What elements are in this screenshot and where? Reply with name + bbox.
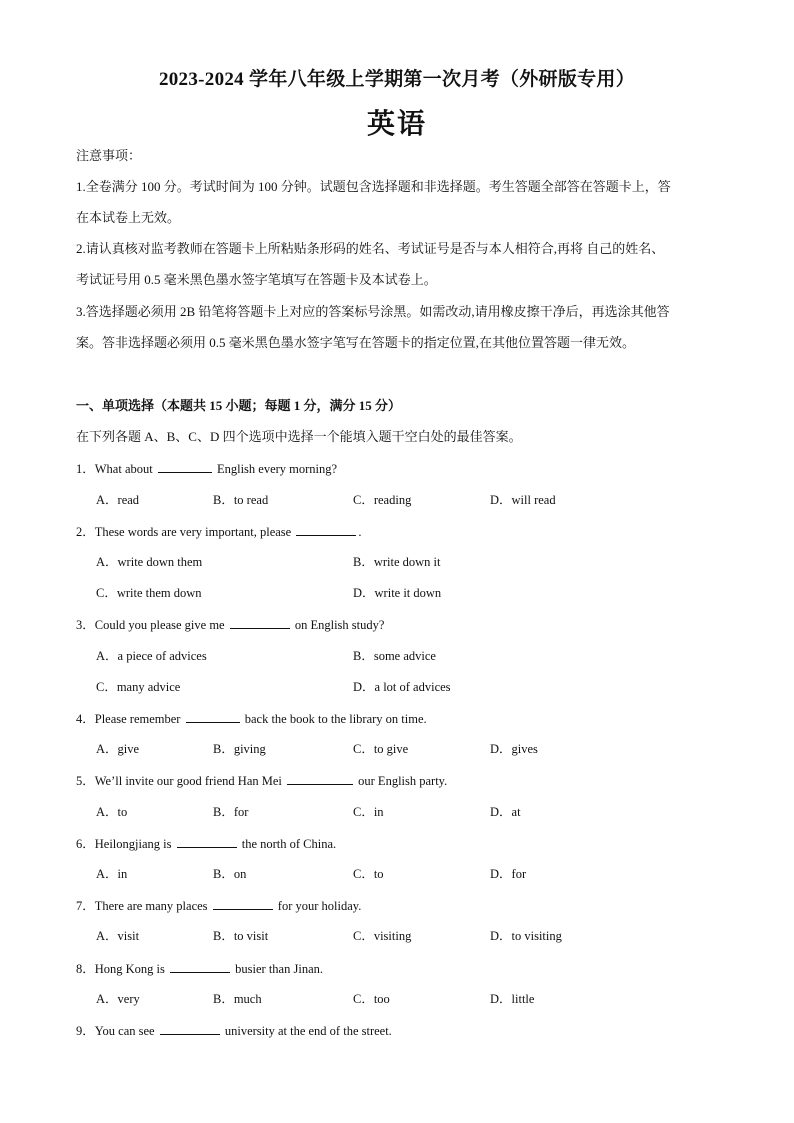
q4-option-a: A．give — [96, 742, 140, 756]
q8-option-a: A．very — [96, 992, 140, 1006]
question-1-tail: English every morning? — [216, 462, 338, 476]
q1-option-b: B．to read — [213, 493, 269, 507]
question-4-tail: back the book to the library on time. — [244, 712, 427, 726]
q4-option-c: C．to give — [353, 742, 409, 756]
q8-option-c: C．too — [353, 992, 390, 1006]
question-1 — [76, 459, 337, 478]
answer-blank — [296, 522, 356, 536]
question-7-stem: 7．There are many places — [76, 899, 208, 913]
answer-blank — [287, 771, 353, 785]
question-2-stem: 2．These words are very important, please — [76, 525, 292, 539]
notes-heading: 注意事项： — [76, 148, 142, 163]
notes-line-2b: 考试证号用 0.5 毫米黑色墨水签字笔填写在答题卡及本试卷上。 — [76, 272, 437, 287]
section-heading: 一、单项选择（本题共 15 小题；每题 1 分，满分 15 分） — [76, 398, 402, 413]
q8-option-b: B．much — [213, 992, 262, 1006]
question-4-stem: 4．Please remember — [76, 712, 181, 726]
question-2-tail: . — [358, 525, 362, 539]
q4-option-d: D．gives — [490, 742, 538, 756]
question-6-tail: the north of China. — [241, 837, 337, 851]
q2-option-b: B．write down it — [353, 555, 441, 569]
q3-option-b: B．some advice — [353, 649, 436, 663]
notes-line-2a: 2.请认真核对监考教师在答题卡上所粘贴条形码的姓名、考试证号是否与本人相符合,再将 自己的姓名、 — [76, 241, 665, 256]
notes-line-3a: 3.答选择题必须用 2B 铅笔将答题卡上对应的答案标号涂黑。如需改动,请用橡皮擦干净后，再选涂其他答 — [76, 304, 670, 319]
question-3-stem: 3．Could you please give me — [76, 618, 225, 632]
q7-option-b: B．to visit — [213, 929, 269, 943]
q1-option-d: D．will read — [490, 493, 556, 507]
q7-option-c: C．visiting — [353, 929, 412, 943]
question-9 — [76, 1021, 392, 1040]
question-1-stem: 1．What about — [76, 462, 153, 476]
q7-option-d: D．to visiting — [490, 929, 562, 943]
q1-option-a: A．read — [96, 493, 140, 507]
exam-title: 2023-2024 学年八年级上学期第一次月考（外研版专用） — [158, 69, 636, 90]
q6-option-b: B．on — [213, 867, 247, 881]
answer-blank — [186, 709, 240, 723]
question-5 — [76, 771, 447, 790]
answer-blank — [177, 834, 237, 848]
question-5-tail: our English party. — [358, 774, 448, 788]
q6-option-c: C．to — [353, 867, 384, 881]
question-7-tail: for your holiday. — [277, 899, 362, 913]
q1-option-c: C．reading — [353, 493, 412, 507]
q3-option-d: D．a lot of advices — [353, 680, 451, 694]
q6-option-d: D．for — [490, 867, 527, 881]
q4-option-b: B．giving — [213, 742, 266, 756]
q5-option-a: A．to — [96, 805, 128, 819]
question-8-stem: 8．Hong Kong is — [76, 962, 165, 976]
q7-option-a: A．visit — [96, 929, 140, 943]
answer-blank — [158, 459, 212, 473]
question-2 — [76, 522, 361, 541]
question-4 — [76, 709, 427, 728]
question-6-stem: 6．Heilongjiang is — [76, 837, 172, 851]
exam-subject: 英语 — [366, 109, 427, 140]
question-7 — [76, 896, 361, 915]
q5-option-d: D．at — [490, 805, 521, 819]
notes-line-1a: 1.全卷满分 100 分。考试时间为 100 分钟。试题包含选择题和非选择题。考生答题全部答在答题卡上，答 — [76, 179, 671, 194]
question-8-tail: busier than Jinan. — [235, 962, 323, 976]
answer-blank — [160, 1021, 220, 1035]
question-9-stem: 9．You can see — [76, 1024, 155, 1038]
answer-blank — [213, 896, 273, 910]
question-8 — [76, 959, 323, 978]
question-9-tail: university at the end of the street. — [224, 1024, 392, 1038]
q2-option-d: D．write it down — [353, 586, 442, 600]
q6-option-a: A．in — [96, 867, 128, 881]
question-6 — [76, 834, 336, 853]
notes-line-3b: 案。答非选择题必须用 0.5 毫米黑色墨水签字笔写在答题卡的指定位置,在其他位置答题一律无效。 — [76, 335, 636, 350]
q5-option-c: C．in — [353, 805, 384, 819]
q2-option-c: C．write them down — [96, 586, 202, 600]
q3-option-a: A．a piece of advices — [96, 649, 207, 663]
question-3-tail: on English study? — [294, 618, 385, 632]
answer-blank — [230, 615, 290, 629]
q5-option-b: B．for — [213, 805, 249, 819]
q2-option-a: A．write down them — [96, 555, 203, 569]
answer-blank — [170, 959, 230, 973]
notes-line-1b: 在本试卷上无效。 — [76, 210, 181, 225]
q3-option-c: C．many advice — [96, 680, 181, 694]
question-5-stem: 5．We’ll invite our good friend Han Mei — [76, 774, 282, 788]
q8-option-d: D．little — [490, 992, 535, 1006]
section-instruction: 在下列各题 A、B、C、D 四个选项中选择一个能填入题干空白处的最佳答案。 — [76, 429, 522, 444]
question-3 — [76, 615, 384, 634]
